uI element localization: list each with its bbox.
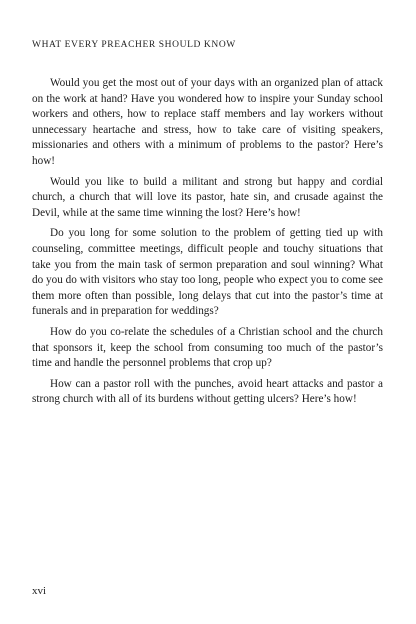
paragraph: How can a pastor roll with the punches, avoid heart attacks and pastor a strong church with all of its burdens without getting ulcers? Here’s how! <box>32 377 383 406</box>
paragraph: How do you co-relate the schedules of a Christian school and the church that sponsors it, keep the school from consuming too much of the pastor’s time and handle the personnel problems that crop up? <box>32 325 383 370</box>
paragraph: Would you get the most out of your days with an organized plan of attack on the work at hand? Have you wondered how to inspire your Sunday school workers and others, how to replace staff members and lay workers without unnecessary heartache and stress, how to take care of visiting speakers, missionaries and others with a minimum of problems to the pastor? Here’s how! <box>32 77 383 167</box>
body-text <box>32 76 383 413</box>
running-head: WHAT EVERY PREACHER SHOULD KNOW <box>32 40 236 50</box>
paragraph: Do you long for some solution to the problem of getting tied up with counseling, committee meetings, difficult people and touchy situations that take you from the main task of sermon preparation and soul winning? What do you do with visitors who stay too long, people who expect you to come see them more often than possible, long delays that cut into the pastor’s time at funerals and in preparation for weddings? <box>32 227 383 318</box>
page-number: xvi <box>32 585 47 597</box>
paragraph: Would you like to build a militant and strong but happy and cordial church, a church that will love its pastor, hate sin, and crusade against the Devil, while at the same time winning the lost? Here’s how! <box>32 175 383 219</box>
